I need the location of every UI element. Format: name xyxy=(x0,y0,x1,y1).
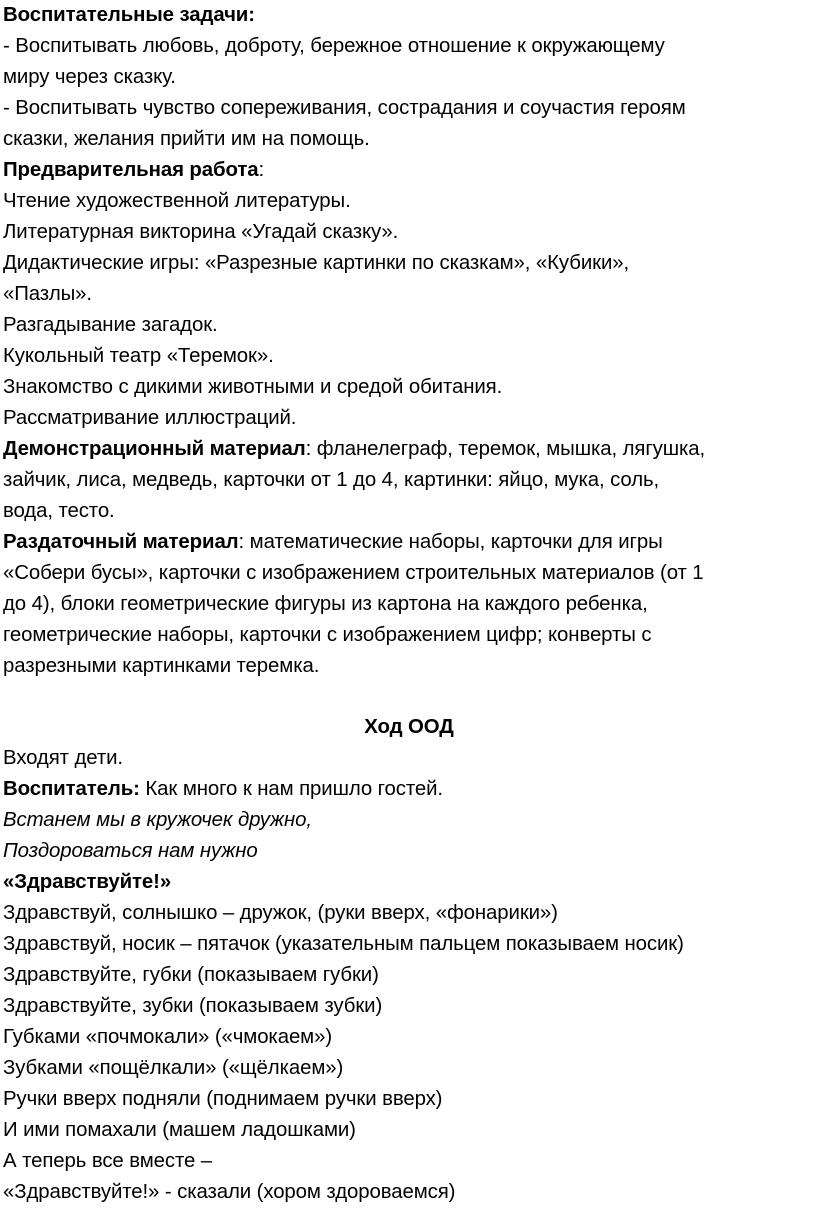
demo-line: вода, тесто. xyxy=(3,500,115,522)
verse-line: «Здравствуйте!» - сказали (хором здороваемся) xyxy=(3,1181,456,1203)
greeting-title: «Здравствуйте!» xyxy=(3,871,172,893)
demo-heading: Демонстрационный материал xyxy=(3,438,306,460)
goals-line: миру через сказку. xyxy=(3,66,176,88)
verse-line: И ими помахали (машем ладошками) xyxy=(3,1119,356,1141)
prep-section xyxy=(3,155,815,434)
prep-line: Рассматривание иллюстраций. xyxy=(3,407,297,429)
prep-line: Дидактические игры: «Разрезные картинки по сказкам», «Кубики», xyxy=(3,252,630,274)
handout-section xyxy=(3,527,815,682)
verse-line: Губками «почмокали» («чмокаем») xyxy=(3,1026,333,1048)
teacher-text: Как много к нам пришло гостей. xyxy=(139,778,443,800)
goals-section xyxy=(3,0,815,155)
goals-line: - Воспитывать чувство сопереживания, сострадания и соучастия героям xyxy=(3,97,686,119)
goals-line: сказки, желания прийти им на помощь. xyxy=(3,128,370,150)
goals-line: - Воспитывать любовь, доброту, бережное отношение к окружающему xyxy=(3,35,665,57)
prep-line: «Пазлы». xyxy=(3,283,92,305)
handout-line: разрезными картинками теремка. xyxy=(3,655,320,677)
goals-heading: Воспитательные задачи: xyxy=(3,4,255,26)
prep-colon: : xyxy=(258,159,265,181)
verse-line: Здравствуйте, губки (показываем губки) xyxy=(3,964,379,986)
handout-heading: Раздаточный материал xyxy=(3,531,239,553)
demo-heading-line xyxy=(3,434,815,465)
teacher-line xyxy=(3,774,815,805)
section-spacer xyxy=(3,682,815,712)
demo-first-line-rest: : фланелеграф, теремок, мышка, лягушка, xyxy=(305,438,706,460)
handout-heading-line xyxy=(3,527,815,558)
handout-first-line-rest: : математические наборы, карточки для игры xyxy=(238,531,663,553)
prep-line: Чтение художественной литературы. xyxy=(3,190,351,212)
prep-line: Литературная викторина «Угадай сказку». xyxy=(3,221,399,243)
lesson-title: Ход ООД xyxy=(364,716,454,738)
prep-heading-line xyxy=(3,155,815,186)
handout-line: геометрические наборы, карточки с изображением цифр; конверты с xyxy=(3,624,652,646)
prep-line: Кукольный театр «Теремок». xyxy=(3,345,274,367)
lesson-intro: Входят дети. xyxy=(3,747,123,769)
teacher-label: Воспитатель: xyxy=(3,778,140,800)
verse-line: Зубками «пощёлкали» («щёлкаем») xyxy=(3,1057,344,1079)
verse-line: Здравствуйте, зубки (показываем зубки) xyxy=(3,995,383,1017)
lesson-section xyxy=(3,712,815,1208)
demo-section xyxy=(3,434,815,527)
italic-line: Встанем мы в кружочек дружно, xyxy=(3,809,312,831)
handout-line: до 4), блоки геометрические фигуры из картона на каждого ребенка, xyxy=(3,593,648,615)
italic-line: Поздороваться нам нужно xyxy=(3,840,258,862)
verse-line: А теперь все вместе – xyxy=(3,1150,213,1172)
verse-line: Ручки вверх подняли (поднимаем ручки вверх) xyxy=(3,1088,443,1110)
prep-heading: Предварительная работа xyxy=(3,159,259,181)
handout-line: «Собери бусы», карточки с изображением строительных материалов (от 1 xyxy=(3,562,704,584)
verse-line: Здравствуй, солнышко – дружок, (руки вверх, «фонарики») xyxy=(3,902,558,924)
document-page xyxy=(3,0,815,1208)
prep-line: Знакомство с дикими животными и средой обитания. xyxy=(3,376,503,398)
verse-line: Здравствуй, носик – пятачок (указательным пальцем показываем носик) xyxy=(3,933,684,955)
prep-line: Разгадывание загадок. xyxy=(3,314,218,336)
demo-line: зайчик, лиса, медведь, карточки от 1 до 4, картинки: яйцо, мука, соль, xyxy=(3,469,660,491)
